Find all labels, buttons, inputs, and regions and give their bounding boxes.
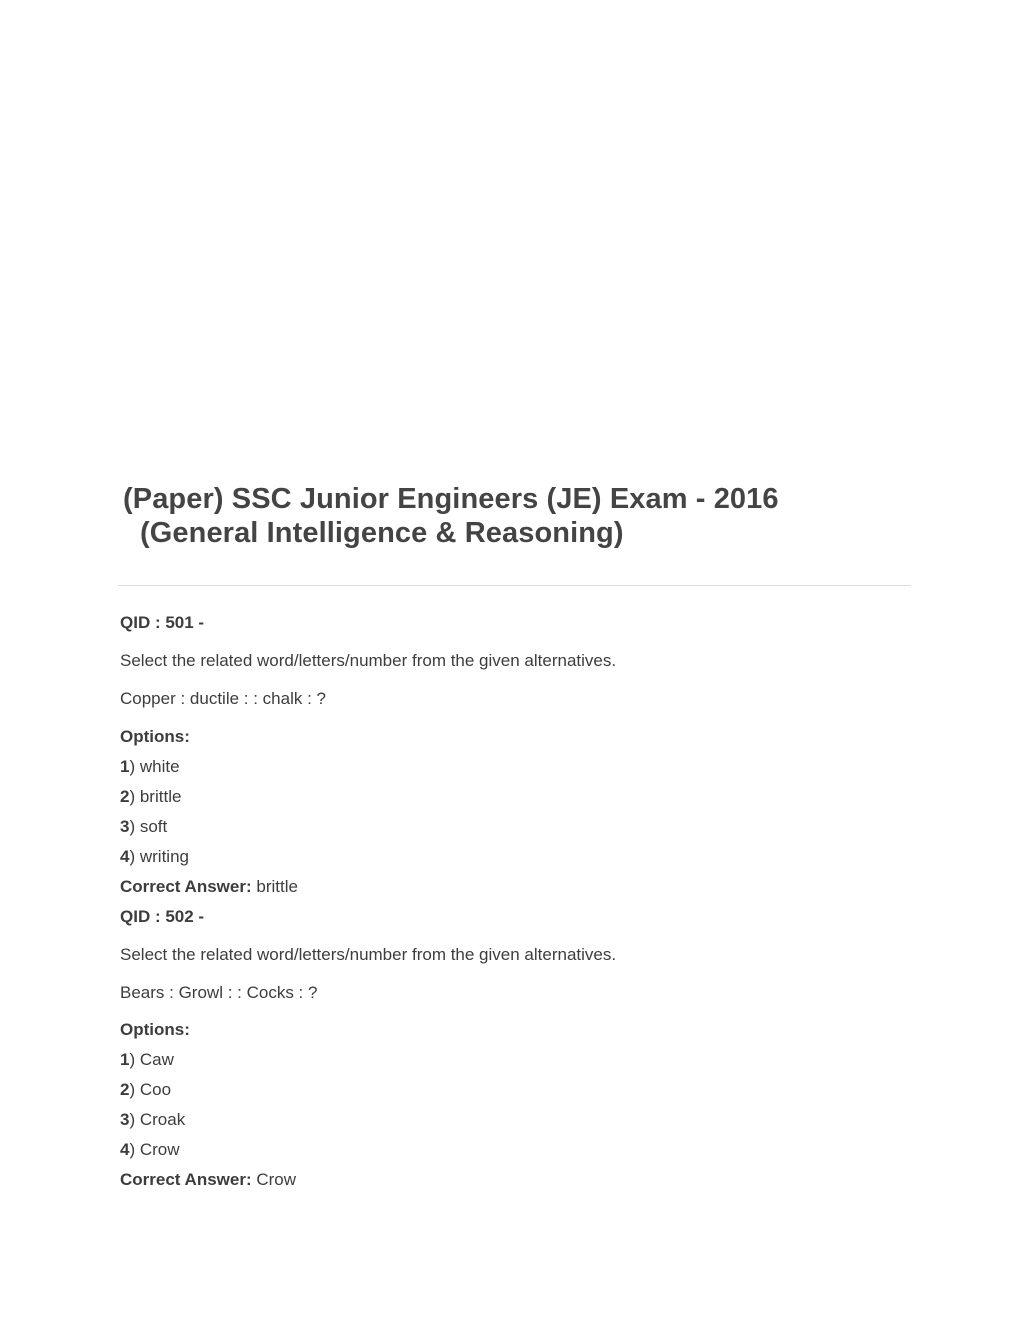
option-number: 3 (120, 817, 130, 836)
option-text: ) soft (129, 817, 168, 836)
option-text: ) Caw (129, 1050, 174, 1069)
option-text: ) Croak (129, 1110, 186, 1129)
correct-answer-label: Correct Answer: (120, 877, 252, 896)
page-title-line-2: (General Intelligence & Reasoning) (140, 517, 624, 549)
option-number: 1 (120, 757, 130, 776)
option-number: 3 (120, 1110, 130, 1129)
question-instruction: Select the related word/letters/number from the given alternatives. (120, 945, 617, 964)
options-label: Options: (120, 1020, 190, 1039)
option-item (120, 1080, 171, 1100)
title-divider (118, 585, 911, 586)
question-prompt: Bears : Growl : : Cocks : ? (120, 983, 318, 1002)
question-instruction: Select the related word/letters/number from the given alternatives. (120, 651, 617, 670)
option-number: 2 (120, 1080, 130, 1099)
option-number: 2 (120, 787, 130, 806)
correct-answer-value: Crow (251, 1170, 297, 1189)
option-item (120, 1110, 185, 1130)
option-item (120, 787, 181, 807)
correct-answer-label: Correct Answer: (120, 1170, 252, 1189)
options-label: Options: (120, 727, 190, 746)
option-item (120, 817, 167, 837)
option-number: 1 (120, 1050, 130, 1069)
option-text: ) brittle (129, 787, 182, 806)
option-item (120, 757, 180, 777)
correct-answer (120, 1170, 296, 1190)
option-text: ) writing (129, 847, 189, 866)
question-id: QID : 501 - (120, 613, 205, 632)
option-item (120, 1140, 180, 1160)
correct-answer-value: brittle (251, 877, 298, 896)
option-text: ) Crow (129, 1140, 180, 1159)
option-item (120, 1050, 174, 1070)
option-text: ) white (129, 757, 180, 776)
correct-answer (120, 877, 298, 897)
question-id: QID : 502 - (120, 907, 205, 926)
option-text: ) Coo (129, 1080, 172, 1099)
option-number: 4 (120, 1140, 130, 1159)
option-number: 4 (120, 847, 130, 866)
question-prompt: Copper : ductile : : chalk : ? (120, 689, 326, 708)
option-item (120, 847, 189, 867)
page-title (123, 482, 883, 550)
page-title-line-1: (Paper) SSC Junior Engineers (JE) Exam - 2016 (123, 483, 779, 515)
